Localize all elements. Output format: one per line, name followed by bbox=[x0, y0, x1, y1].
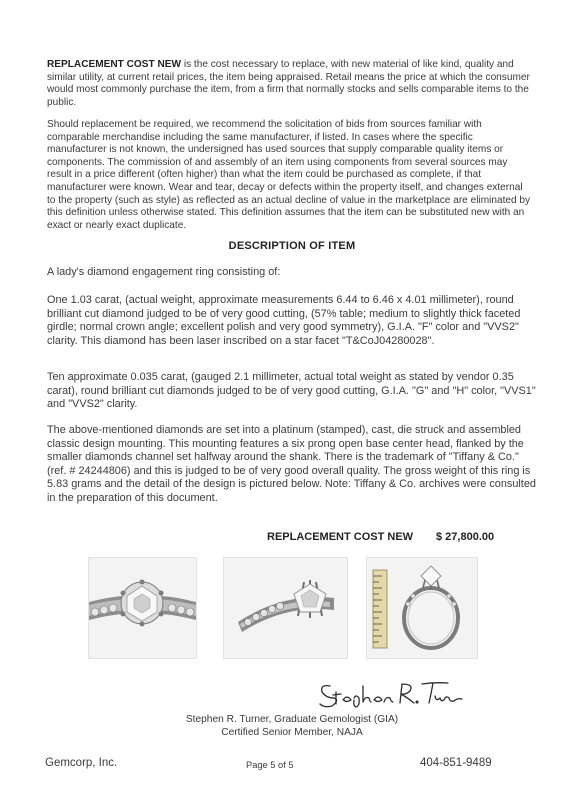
rcn-definition-text: is the cost necessary to replace, with new material of like kind, quality and similar utility, at current retail prices, the item being appraised. Retail means the price at which the consumer would most commonly purchase the item, from a firm that normally stocks and sells comparable items to the public. bbox=[47, 59, 530, 108]
replacement-cost-value: $ 27,800.00 bbox=[436, 531, 495, 543]
footer-company: Gemcorp, Inc. bbox=[45, 757, 118, 769]
replacement-paragraph: Should replacement be required, we recommend the solicitation of bids from sources familiar with comparable merchandise including the same manufacturer, if listed. In cases where the specific manufacturer is not known, the undersigned has used sources that supply comparable quality items or components. The commission of and assembly of an item using components from several sources may result in a price different (often higher) than what the item could be purchased as complete, if that manufacturer were known. Wear and tear, decay or defects within the property itself, and changes external to the property (such as style) as reflected as an actual decline of value in the marketplace are eliminated by this definition unless otherwise stated. This definition assumes that the item can be substituted new with an exact or nearly exact duplicate. bbox=[47, 119, 531, 231]
gemologist-name-title: Stephen R. Turner, Graduate Gemologist (GIA) bbox=[185, 714, 399, 725]
footer-page-number: Page 5 of 5 bbox=[246, 760, 294, 770]
gemologist-signature bbox=[316, 676, 466, 710]
gemologist-membership: Certified Senior Member, NAJA bbox=[221, 727, 363, 738]
ring-photo-angle-view bbox=[223, 557, 348, 659]
footer-phone: 404-851-9489 bbox=[420, 757, 492, 769]
description-title: DESCRIPTION OF ITEM bbox=[228, 240, 356, 252]
ring-top-view-image bbox=[89, 558, 196, 658]
replacement-cost-label: REPLACEMENT COST NEW bbox=[267, 531, 414, 543]
description-intro: A lady's diamond engagement ring consisting of: bbox=[47, 266, 281, 278]
rcn-term: REPLACEMENT COST NEW bbox=[47, 59, 182, 70]
center-stone-paragraph: One 1.03 carat, (actual weight, approximate measurements 6.44 to 6.46 x 4.01 millimeter), round brilliant cut diamond judged to be of very good cutting, (57% table; medium to slightly thick faceted girdle; normal crown angle; excellent polish and very good symmetry), G.I.A. "F" color and "VVS2" clarity. This diamond has been laser inscribed on a star facet "T&CoJ04280028". bbox=[47, 294, 521, 347]
rcn-definition bbox=[47, 59, 533, 109]
ring-side-view-image bbox=[367, 558, 477, 658]
side-stones-paragraph: Ten approximate 0.035 carat, (gauged 2.1 millimeter, actual total weight as stated by vendor 0.35 carat), round brilliant cut diamonds judged to be of very good cutting, G.I.A. "G" and "H" color, "VVS1" and "VVS2" clarity. bbox=[47, 371, 536, 411]
ring-angle-view-image bbox=[224, 558, 347, 658]
mounting-paragraph: The above-mentioned diamonds are set into a platinum (stamped), cast, die struck and assembled classic design mounting. This mounting features a six prong open base center head, flanked by the smaller diamonds channel set halfway around the shank. There is the trademark of "Tiffany & Co." (ref. # 24244806) and this is judged to be of very good overall quality. The gross weight of this ring is 5.83 grams and the detail of the design is pictured below. Note: Tiffany & Co. archives were consulted in the preparation of this document. bbox=[47, 424, 536, 504]
ring-photo-top-view bbox=[88, 557, 197, 659]
ring-photo-side-view bbox=[366, 557, 478, 659]
